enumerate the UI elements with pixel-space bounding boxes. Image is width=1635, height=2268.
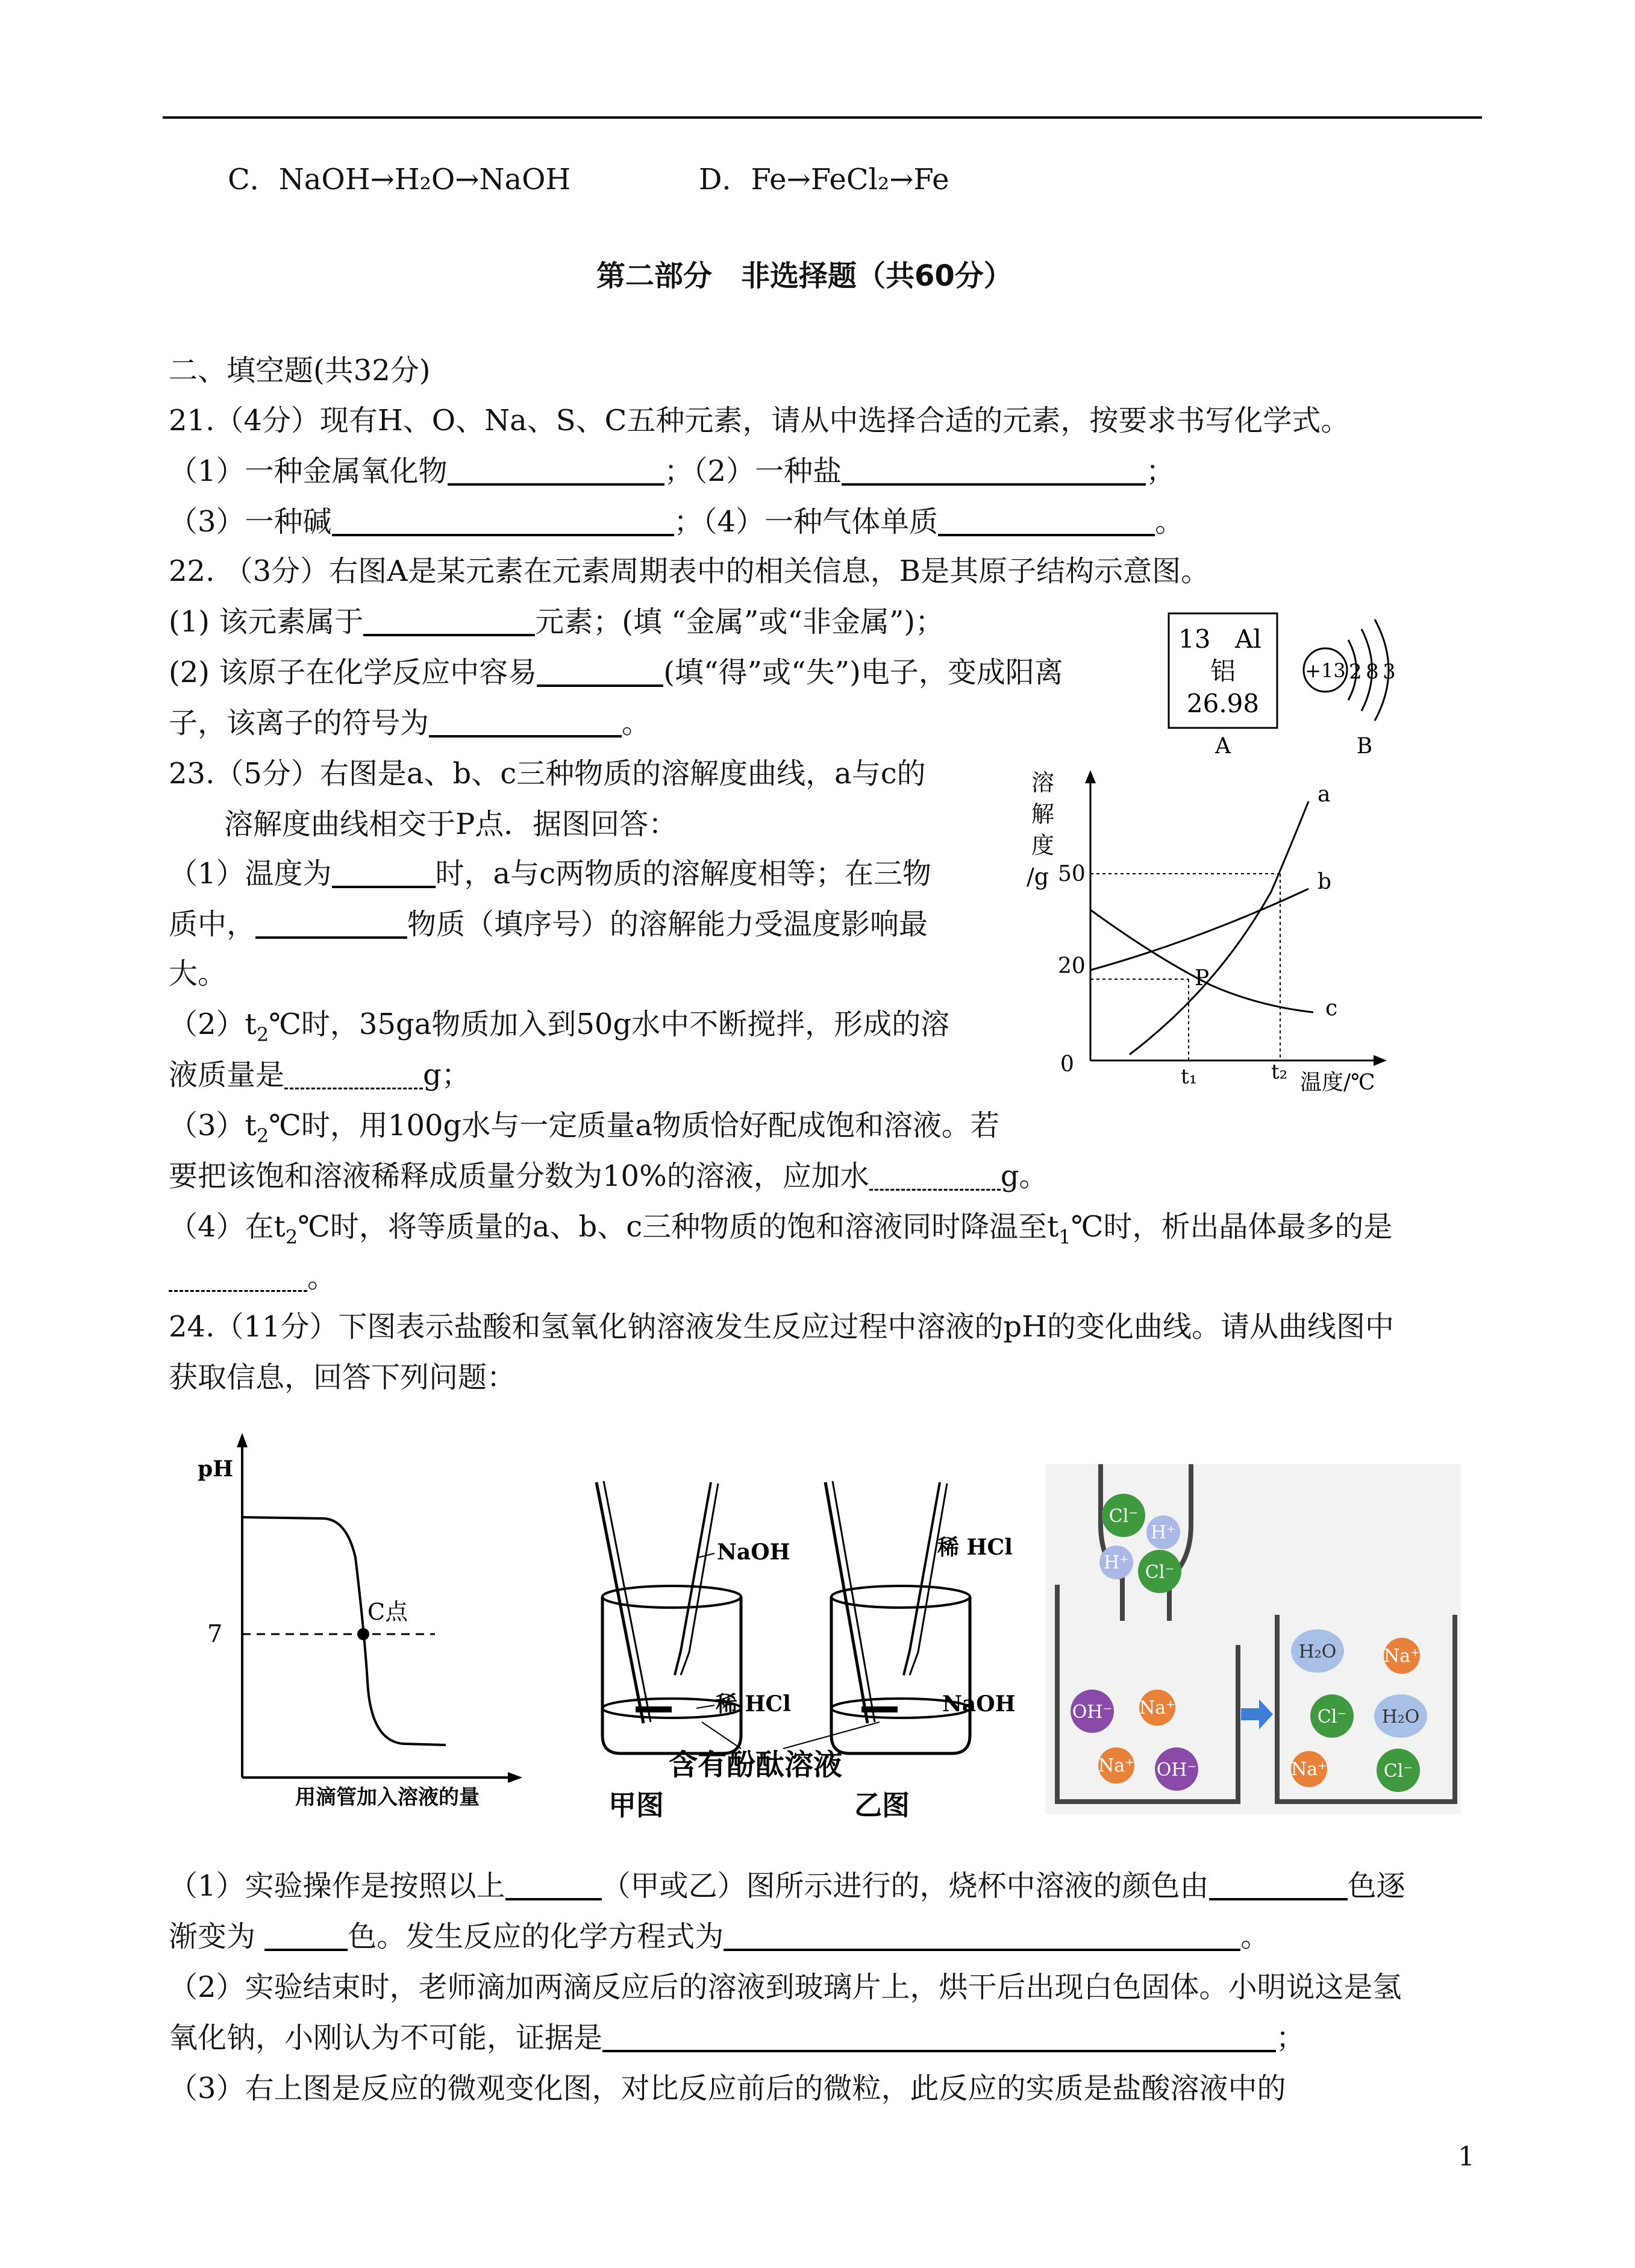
svg-text:Na⁺: Na⁺: [1291, 1759, 1327, 1780]
q24-line1: [169, 1868, 1405, 1904]
svg-text:OH⁻: OH⁻: [1156, 1759, 1197, 1781]
q23-part1b: 时，a与c两物质的溶解度相等；在三物: [435, 857, 932, 891]
q22-blank1[interactable]: [363, 605, 535, 636]
q22-blank3[interactable]: [429, 706, 622, 738]
q23-blank3[interactable]: [284, 1059, 423, 1089]
shell-2-count: 8: [1366, 660, 1379, 684]
q22-part2a: (2) 该原子在化学反应中容易: [169, 656, 537, 689]
q23-part3c: 要把该饱和溶液稀释成质量分数为10%的溶液，应加水: [169, 1159, 869, 1193]
ion-na-3: [1384, 1638, 1420, 1674]
q22-part2b: (填“得”或“失”)电子，变成阳离: [663, 656, 1063, 689]
ph-curve: [242, 1517, 446, 1745]
q23-part2d: g；: [423, 1058, 470, 1092]
jia-dropper-label: NaOH: [717, 1540, 790, 1565]
q23-line2: [169, 906, 928, 942]
micro-diagram: [1045, 1464, 1461, 1814]
q24-blank1[interactable]: [505, 1869, 602, 1900]
q21-blank4[interactable]: [938, 505, 1155, 536]
shell-1-count: 2: [1349, 660, 1362, 684]
periodic-cell-a: [1169, 613, 1277, 759]
q24-part2b: 氧化钠，小刚认为不可能，证据是: [169, 2021, 603, 2055]
q23-stem2: 溶解度曲线相交于P点．据图回答：: [224, 807, 678, 841]
ion-h-2: [1099, 1546, 1133, 1579]
option-c: C．NaOH→H₂O→NaOH: [228, 163, 571, 196]
svg-text:Cl⁻: Cl⁻: [1145, 1562, 1175, 1583]
series-label-b: b: [1318, 869, 1332, 894]
q23-sub: 2: [256, 1124, 269, 1147]
x-tick-t1: t₁: [1181, 1065, 1198, 1089]
element-figures: [1157, 603, 1434, 765]
ion-na-4: [1291, 1751, 1327, 1787]
q23-part4a: （4）在t: [169, 1210, 286, 1244]
q22-stem: 22. （3分）右图A是某元素在元素周期表中的相关信息，B是其原子结构示意图。: [169, 554, 1210, 588]
q21-blank2[interactable]: [842, 454, 1146, 486]
q21-line1: [169, 453, 1175, 489]
q21-stem: 21.（4分）现有H、O、Na、S、C五种元素，请从中选择合适的元素，按要求书写化学式。: [169, 404, 1350, 437]
q24-part1e: 色。发生反应的化学方程式为: [348, 1920, 724, 1953]
q22-part2d: 。: [622, 706, 651, 740]
element-symbol: Al: [1235, 624, 1261, 654]
q23-part3d: g。: [1000, 1159, 1048, 1193]
q23-blank2[interactable]: [255, 907, 407, 939]
header-rule: [163, 116, 1482, 119]
series-label-c: c: [1325, 996, 1338, 1021]
q24-line2: [169, 1919, 1269, 1955]
q23-sub: 2: [285, 1226, 298, 1248]
ion-oh-2: [1155, 1747, 1198, 1791]
q24-part1f: 。: [1240, 1920, 1270, 1953]
curve-b: [1090, 889, 1308, 970]
indicator-label: 含有酚酞溶液: [669, 1748, 843, 1782]
q21-punct: ；: [1146, 454, 1175, 488]
q21-part4: ；（4）一种气体单质: [674, 505, 939, 539]
yi-label: 乙图: [854, 1789, 910, 1822]
svg-text:Cl⁻: Cl⁻: [1383, 1761, 1413, 1782]
series-label-a: a: [1318, 782, 1331, 807]
ion-na-2: [1098, 1747, 1134, 1784]
y-tick-0: 0: [1060, 1052, 1074, 1077]
point-c-marker: [357, 1628, 369, 1640]
y-tick-20: 20: [1058, 954, 1086, 979]
ion-na-1: [1139, 1690, 1175, 1726]
point-c-label: C点: [367, 1599, 408, 1625]
q24-blank4[interactable]: [724, 1920, 1240, 1951]
q23-sub: 1: [1058, 1226, 1071, 1248]
q24-stem1: 24.（11分）下图表示盐酸和氢氧化钠溶液发生反应过程中溶液的pH的变化曲线。请从曲线图中: [169, 1310, 1395, 1344]
q23-line9: [169, 1259, 336, 1295]
q22-line3: [169, 705, 651, 741]
intersection-label-p: P: [1195, 966, 1210, 991]
q23-part2a: （2）t: [169, 1007, 257, 1041]
beaker-yi: [825, 1481, 1016, 1822]
q24-line4: [169, 2020, 1305, 2056]
q24-line5: （3）右上图是反应的微观变化图，对比反应前后的微粒，此反应的实质是盐酸溶液中的: [169, 2072, 1286, 2105]
q22-part1a: (1) 该元素属于: [169, 605, 364, 639]
q23-blank4[interactable]: [869, 1160, 1001, 1191]
atomic-mass: 26.98: [1186, 689, 1260, 718]
ion-cl-1: [1102, 1494, 1145, 1537]
ph-x-axis-label: 用滴管加入溶液的量: [295, 1785, 480, 1809]
q23-part4b: ℃时，将等质量的a、b、c三种物质的饱和溶液同时降温至t: [298, 1210, 1059, 1244]
y-label-char: 度: [1031, 832, 1055, 859]
q22-line2: [169, 654, 1063, 691]
ph-axis-label: pH: [198, 1456, 234, 1482]
q24-part1d: 渐变为: [169, 1920, 265, 1953]
part-title: 第二部分 非选择题（共60分）: [596, 259, 1013, 293]
q21-line2: [169, 504, 1184, 540]
svg-text:H₂O: H₂O: [1381, 1706, 1420, 1728]
q23-line8: [169, 1209, 1392, 1255]
q21-part1: （1）一种金属氧化物: [169, 454, 448, 488]
q22-part2c: 子，该离子的符号为: [169, 706, 430, 740]
q24-part1b: （甲或乙）图所示进行的，烧杯中溶液的颜色由: [601, 1869, 1209, 1903]
atom-structure-b: [1304, 619, 1396, 759]
q23-part1a: （1）温度为: [169, 857, 332, 891]
q23-part3a: （3）t: [169, 1109, 257, 1142]
ion-cl-2: [1138, 1550, 1181, 1593]
svg-text:Na⁺: Na⁺: [1384, 1646, 1420, 1667]
q23-part4c: ℃时，析出晶体最多的是: [1071, 1210, 1393, 1244]
q24-blank5[interactable]: [602, 2021, 1276, 2052]
q21-part2: ；（2）一种盐: [664, 454, 842, 488]
q24-part1a: （1）实验操作是按照以上: [169, 1869, 505, 1903]
svg-text:Na⁺: Na⁺: [1098, 1755, 1134, 1776]
q22-blank2[interactable]: [537, 656, 663, 687]
ph-curve-chart: [187, 1428, 524, 1820]
q22-part1b: 元素；(填 “金属”或“非金属”)；: [535, 605, 945, 639]
y-label-char: 解: [1031, 801, 1055, 827]
beaker-figures: [578, 1470, 1036, 1832]
svg-text:H₂O: H₂O: [1298, 1641, 1337, 1662]
atomic-number: 13: [1178, 624, 1211, 654]
q23-line1: [169, 856, 931, 892]
q23-line7: [169, 1158, 1048, 1194]
q23-line4: [169, 1006, 949, 1053]
svg-text:Cl⁻: Cl⁻: [1317, 1706, 1347, 1728]
yi-beaker-label: NaOH: [942, 1691, 1016, 1717]
q23-blank5[interactable]: [169, 1261, 307, 1292]
q23-part3b: ℃时，用100g水与一定质量a物质恰好配成饱和溶液。若: [269, 1109, 999, 1142]
figure-b-label: B: [1356, 734, 1373, 759]
q23-blank1[interactable]: [332, 857, 436, 888]
y-label-char: 溶: [1031, 769, 1055, 796]
q23-part4end: 。: [307, 1261, 337, 1294]
q24-part2c: ；: [1276, 2021, 1305, 2055]
svg-text:Na⁺: Na⁺: [1139, 1697, 1175, 1718]
q23-line3: 大。: [169, 957, 227, 991]
x-tick-t2: t₂: [1271, 1060, 1288, 1084]
jia-label: 甲图: [608, 1789, 664, 1822]
shell-3-count: 3: [1383, 660, 1396, 684]
solubility-chart: [1018, 759, 1410, 1109]
ph-tick-7: 7: [207, 1620, 223, 1648]
axes: [1085, 770, 1387, 1066]
q23-part2b: ℃时，35ga物质加入到50g水中不断搅拌，形成的溶: [269, 1007, 950, 1041]
q24-part1c: 色逐: [1347, 1869, 1405, 1903]
q21-blank1[interactable]: [448, 454, 664, 486]
ion-h-1: [1146, 1515, 1180, 1549]
y-tick-50: 50: [1058, 862, 1086, 886]
q22-line1: [169, 604, 944, 640]
svg-text:OH⁻: OH⁻: [1072, 1702, 1113, 1723]
x-axis-label: 温度/℃: [1300, 1070, 1375, 1095]
q21-punct: 。: [1155, 505, 1184, 539]
q23-part1d: 物质（填序号）的溶解能力受温度影响最: [407, 907, 928, 941]
svg-text:Cl⁻: Cl⁻: [1108, 1506, 1139, 1527]
q21-blank3[interactable]: [332, 505, 674, 536]
page-number: 1: [1458, 2141, 1475, 2172]
q23-sub: 2: [256, 1023, 269, 1046]
svg-text:H⁺: H⁺: [1151, 1522, 1176, 1543]
section-heading: 二、填空题(共32分): [169, 354, 431, 387]
q24-blank2[interactable]: [1209, 1869, 1348, 1900]
yi-dropper-label: 稀 HCl: [937, 1535, 1013, 1560]
q24-line3: （2）实验结束时，老师滴加两滴反应后的溶液到玻璃片上，烘干后出现白色固体。小明说这是氢: [169, 1970, 1402, 2004]
y-label-char: /g: [1027, 863, 1049, 890]
ion-cl-3: [1310, 1694, 1354, 1738]
figure-a-label: A: [1215, 734, 1231, 759]
q23-part1c: 质中，: [169, 907, 256, 941]
q23-line6: [169, 1107, 999, 1154]
q23-line5: [169, 1057, 470, 1093]
q23-part2c: 液质量是: [169, 1058, 285, 1092]
q24-blank3[interactable]: [264, 1920, 348, 1951]
guide-lines: [1090, 874, 1280, 1060]
ion-cl-4: [1377, 1749, 1420, 1792]
nucleus-charge: +13: [1305, 659, 1346, 682]
jia-beaker-label: 稀 HCl: [716, 1691, 791, 1717]
option-d: D．Fe→FeCl₂→Fe: [699, 163, 949, 196]
ion-oh-1: [1071, 1690, 1114, 1733]
molecule-h2o-1: [1291, 1629, 1344, 1673]
svg-text:H⁺: H⁺: [1104, 1552, 1129, 1573]
element-name: 铝: [1210, 656, 1236, 686]
molecule-h2o-2: [1374, 1694, 1427, 1738]
q23-stem1: 23.（5分）右图是a、b、c三种物质的溶解度曲线，a与c的: [169, 757, 926, 791]
q24-stem2: 获取信息，回答下列问题：: [169, 1361, 516, 1394]
q21-part3: （3）一种碱: [169, 505, 332, 539]
